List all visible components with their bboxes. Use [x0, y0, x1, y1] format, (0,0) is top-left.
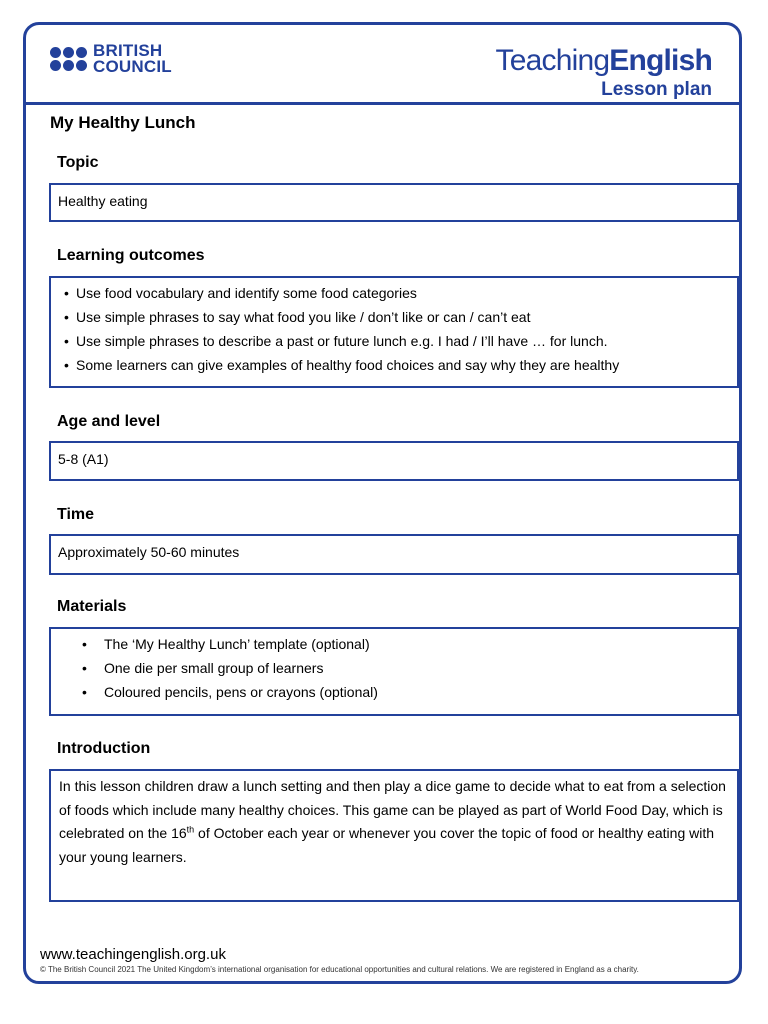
- materials-list: [51, 629, 737, 704]
- footer-copyright: © The British Council 2021 The United Kingdom’s international organisation for educational opportunities and cultural relations. We are registered in England as a charity.: [40, 965, 639, 974]
- topic-box: [49, 183, 739, 222]
- list-item: • One die per small group of learners: [51, 656, 737, 680]
- list-item: • Use simple phrases to say what food you like / don’t like or can / can’t eat: [51, 305, 737, 329]
- time-heading: Time: [57, 506, 95, 523]
- list-item: • Some learners can give examples of healthy food choices and say why they are healthy: [51, 353, 737, 377]
- age-level-box: [49, 441, 739, 481]
- outcomes-heading: Learning outcomes: [57, 247, 205, 264]
- time-box: [49, 534, 739, 575]
- outcomes-box: [49, 276, 739, 388]
- introduction-box: [49, 769, 739, 902]
- header-divider: [24, 102, 742, 105]
- topic-heading: Topic: [57, 154, 99, 171]
- introduction-heading: Introduction: [57, 740, 151, 757]
- british-council-wordmark: BRITISH COUNCIL: [93, 41, 172, 76]
- teaching-english-wordmark: TeachingEnglish: [495, 44, 712, 77]
- list-item: • Use simple phrases to describe a past or future lunch e.g. I had / I’ll have … for lunch.: [51, 329, 737, 353]
- materials-box: [49, 627, 739, 716]
- time-text: Approximately 50-60 minutes: [58, 544, 240, 560]
- introduction-text: In this lesson children draw a lunch setting and then play a dice game to decide what to eat from a selection of foods which include many healthy choices. This game can be played as part of World Food Day, which is celebrated on the 16th of October each year or whenever you cover the topic of food or healthy eating with your young learners.: [59, 778, 726, 865]
- british-council-logo: [50, 43, 172, 75]
- list-item: • The ‘My Healthy Lunch’ template (optional): [51, 632, 737, 656]
- outcomes-list: [51, 278, 737, 377]
- materials-heading: Materials: [57, 598, 127, 615]
- british-council-dots-icon: [50, 47, 87, 71]
- topic-text: Healthy eating: [58, 193, 148, 209]
- age-level-heading: Age and level: [57, 413, 161, 430]
- page-title: My Healthy Lunch: [50, 113, 196, 132]
- footer-website-link[interactable]: www.teachingenglish.org.uk: [40, 946, 226, 963]
- age-level-text: 5-8 (A1): [58, 451, 109, 467]
- teaching-english-logo: [496, 44, 712, 101]
- list-item: • Coloured pencils, pens or crayons (optional): [51, 680, 737, 704]
- lesson-plan-label: Lesson plan: [601, 79, 712, 100]
- list-item: • Use food vocabulary and identify some food categories: [51, 281, 737, 305]
